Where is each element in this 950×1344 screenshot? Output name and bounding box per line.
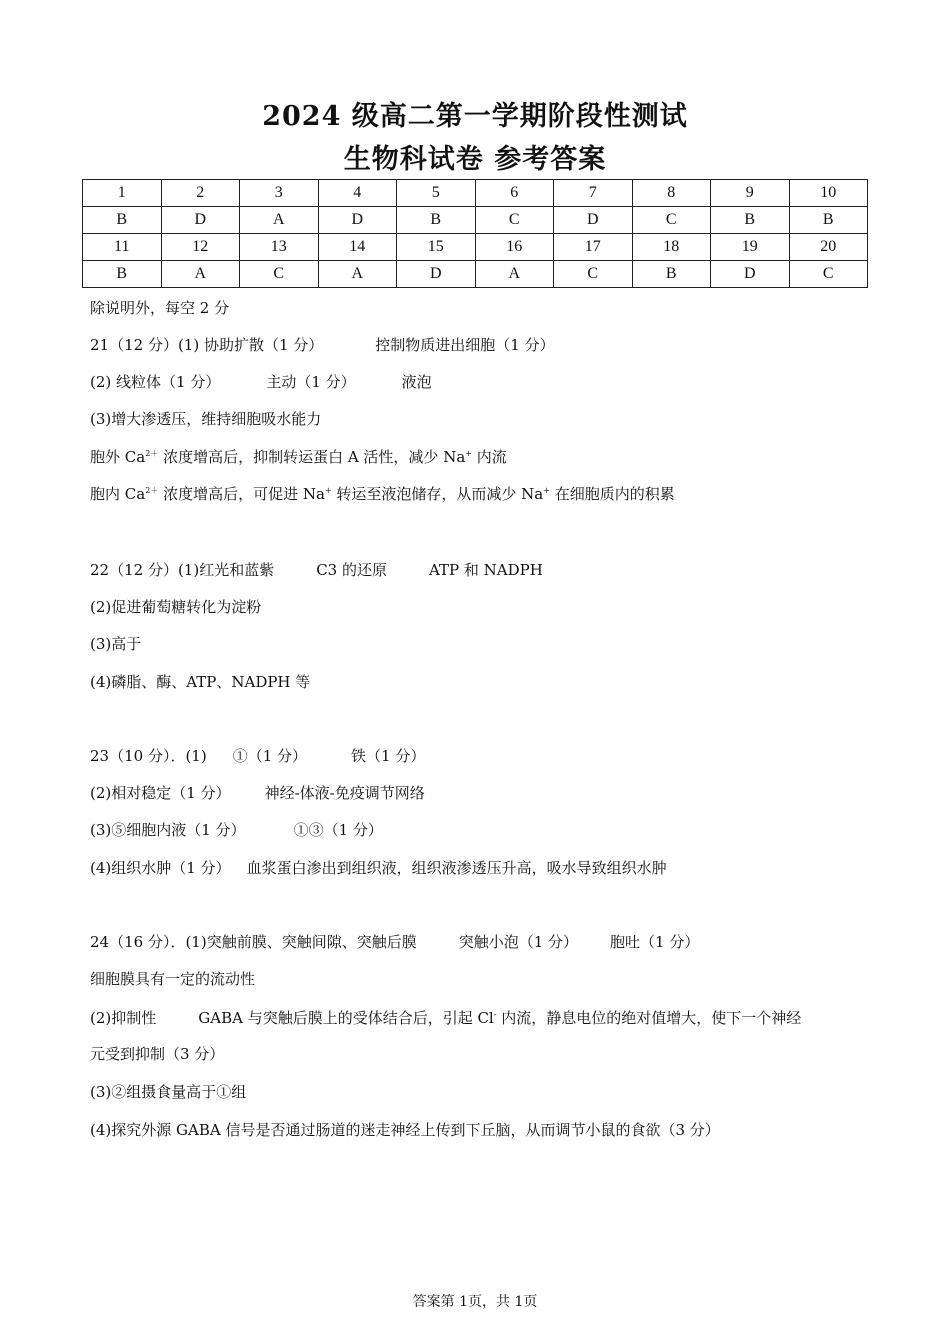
question-number: 20 (789, 234, 868, 261)
superscript: 2＋ (145, 486, 159, 495)
q23-part1-label: 23（10 分）．(1) (90, 747, 207, 765)
q21-line-1 (90, 335, 555, 355)
question-number: 19 (711, 234, 790, 261)
answer-table (82, 179, 868, 288)
question-number: 2 (161, 180, 240, 207)
q24-line-5: (3)②组摄食量高于①组 (90, 1083, 247, 1101)
q24-line-4: 元受到抑制（3 分） (90, 1045, 225, 1063)
answer-cell: D (397, 261, 476, 288)
answer-cell: B (632, 261, 711, 288)
question-number: 4 (318, 180, 397, 207)
q21-line-4 (90, 447, 507, 467)
superscript: + (543, 486, 550, 495)
q21-text: 胞内 Ca (90, 485, 146, 503)
answer-cell: C (554, 261, 633, 288)
q23-part3-answer-b: ①③（1 分） (293, 821, 383, 839)
answer-cell: D (711, 261, 790, 288)
q24-part1-answer-b: 突触小泡（1 分） (458, 933, 579, 951)
q21-part2-answer-b: 主动（1 分） (266, 373, 356, 391)
table-row (83, 207, 868, 234)
answer-cell: B (397, 207, 476, 234)
answer-cell: B (83, 261, 162, 288)
answer-cell: D (161, 207, 240, 234)
answer-cell: D (318, 207, 397, 234)
q23-line-3 (90, 820, 383, 840)
title-line-1: 2024 级高二第一学期阶段性测试 (262, 101, 688, 132)
q21-line-2 (90, 372, 432, 392)
q22-part1-answer-b: C3 的还原 (316, 561, 387, 579)
question-number: 7 (554, 180, 633, 207)
question-number: 5 (397, 180, 476, 207)
answer-cell: A (318, 261, 397, 288)
q21-text: 在细胞质内的积累 (549, 485, 675, 503)
q23-part1-answer-a: ①（1 分） (232, 747, 308, 765)
q24-line-6: (4)探究外源 GABA 信号是否通过肠道的迷走神经上传到下丘脑，从而调节小鼠的食欲（3 分） (90, 1121, 720, 1139)
q21-text: 浓度增高后，可促进 Na (158, 485, 325, 503)
q24-part1-answer-c: 胞吐（1 分） (610, 933, 700, 951)
question-number: 14 (318, 234, 397, 261)
question-number: 3 (240, 180, 319, 207)
table-row (83, 180, 868, 207)
question-number: 6 (475, 180, 554, 207)
table-row (83, 261, 868, 288)
question-number: 15 (397, 234, 476, 261)
superscript: + (465, 449, 472, 458)
q24-part1-answer-a: 24（16 分）．(1)突触前膜、突触间隙、突触后膜 (90, 933, 417, 951)
answer-cell: A (240, 207, 319, 234)
q21-text: 内流 (471, 448, 507, 466)
q22-line-4: (4)磷脂、酶、ATP、NADPH 等 (90, 673, 311, 691)
q24-text: 内流，静息电位的绝对值增大，使下一个神经 (496, 1009, 802, 1027)
q23-part4-answer-b: 血浆蛋白渗出到组织液，组织液渗透压升高，吸水导致组织水肿 (246, 859, 667, 877)
q24-line-3 (90, 1008, 801, 1028)
question-number: 13 (240, 234, 319, 261)
q22-part1-answer-c: ATP 和 NADPH (429, 561, 543, 579)
q21-text: 浓度增高后，抑制转运蛋白 A 活性，减少 Na (158, 448, 466, 466)
q22-line-3: (3)高于 (90, 635, 142, 653)
q21-part1-answer-a: 21（12 分）(1) 协助扩散（1 分） (90, 336, 324, 354)
q24-line-2: 细胞膜具有一定的流动性 (90, 970, 256, 988)
question-number: 18 (632, 234, 711, 261)
question-number: 11 (83, 234, 162, 261)
q23-part1-answer-b: 铁（1 分） (351, 747, 426, 765)
answer-cell: C (789, 261, 868, 288)
q23-part3-answer-a: (3)⑤细胞内液（1 分） (90, 821, 246, 839)
q23-line-2 (90, 783, 425, 803)
title-line-2: 生物科试卷 参考答案 (343, 144, 607, 175)
answer-cell: B (83, 207, 162, 234)
q21-text: 转运至液泡储存，从而减少 Na (331, 485, 544, 503)
answer-cell: B (711, 207, 790, 234)
q21-part2-answer-a: (2) 线粒体（1 分） (90, 373, 221, 391)
question-number: 1 (83, 180, 162, 207)
superscript: - (493, 1010, 497, 1019)
q24-part2-answer-a: (2)抑制性 (90, 1009, 157, 1027)
question-number: 8 (632, 180, 711, 207)
q23-line-4 (90, 858, 667, 878)
q22-line-1 (90, 560, 543, 580)
question-number: 9 (711, 180, 790, 207)
q22-part1-answer-a: 22（12 分）(1)红光和蓝紫 (90, 561, 275, 579)
answer-cell: C (240, 261, 319, 288)
q21-part2-answer-c: 液泡 (401, 373, 432, 391)
q21-line-5 (90, 484, 675, 504)
q22-line-2: (2)促进葡萄糖转化为淀粉 (90, 598, 262, 616)
superscript: + (324, 486, 332, 495)
answer-cell: A (475, 261, 554, 288)
answer-cell: C (475, 207, 554, 234)
question-number: 10 (789, 180, 868, 207)
answer-cell: C (632, 207, 711, 234)
q23-part2-answer-b: 神经-体液-免疫调节网络 (264, 784, 425, 802)
page-footer: 答案第 1页，共 1页 (412, 1294, 538, 1310)
question-number: 17 (554, 234, 633, 261)
q21-part1-answer-b: 控制物质进出细胞（1 分） (375, 336, 555, 354)
q23-part2-answer-a: (2)相对稳定（1 分） (90, 784, 231, 802)
answer-cell: D (554, 207, 633, 234)
superscript: 2＋ (145, 449, 159, 458)
scoring-note: 除说明外，每空 2 分 (90, 299, 230, 317)
q23-part4-answer-a: (4)组织水肿（1 分） (90, 859, 231, 877)
q21-text: 胞外 Ca (90, 448, 146, 466)
table-row (83, 234, 868, 261)
q24-line-1 (90, 932, 699, 952)
question-number: 16 (475, 234, 554, 261)
answer-cell: B (789, 207, 868, 234)
question-number: 12 (161, 234, 240, 261)
q21-line-3: (3)增大渗透压，维持细胞吸水能力 (90, 410, 322, 428)
q24-text: GABA 与突触后膜上的受体结合后，引起 Cl (198, 1009, 494, 1027)
q23-line-1 (90, 746, 425, 766)
answer-cell: A (161, 261, 240, 288)
